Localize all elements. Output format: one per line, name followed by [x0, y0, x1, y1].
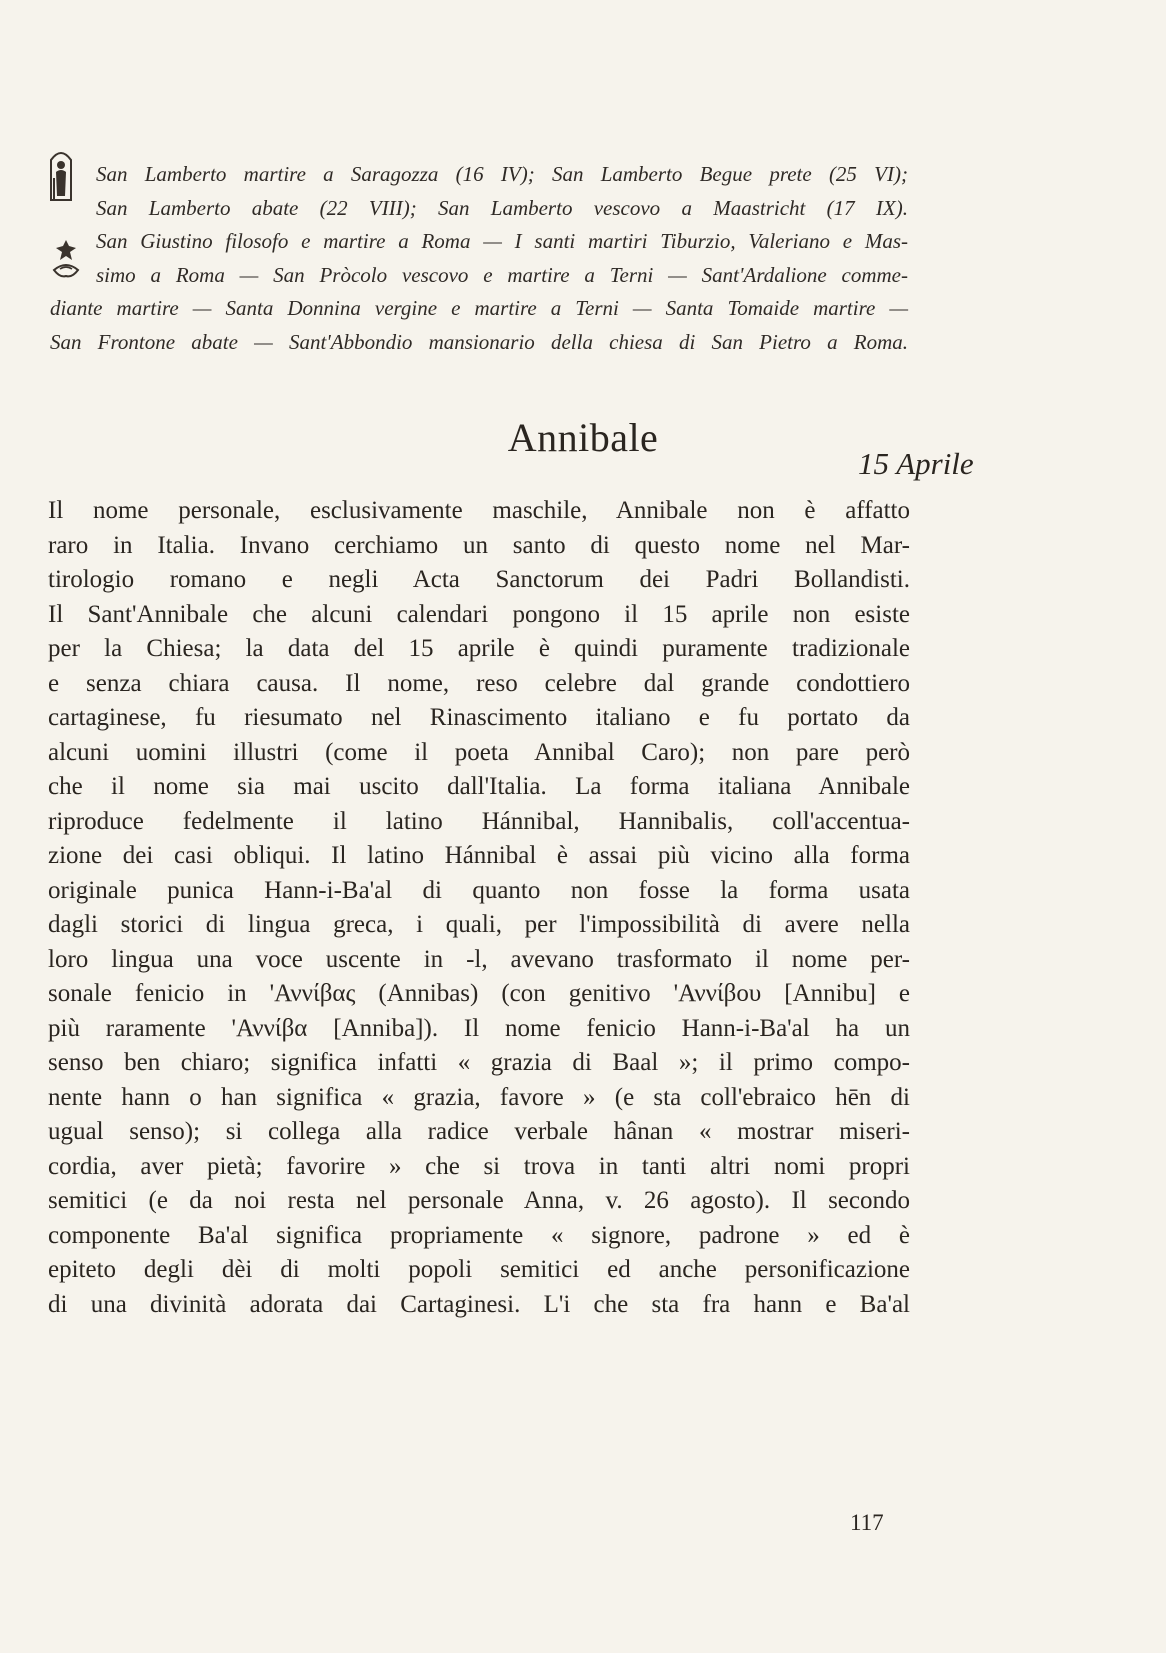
entry-date: 15 Aprile	[858, 446, 974, 481]
body-line: zione dei casi obliqui. Il latino Hánnibal è assai più vicino alla forma	[48, 842, 910, 869]
body-line: semitici (e da noi resta nel personale Anna, v. 26 agosto). Il secondo	[48, 1187, 910, 1214]
body-line: raro in Italia. Invano cerchiamo un santo di questo nome nel Mar-	[48, 531, 910, 559]
body-line: sonale fenicio in 'Αννίβας (Annibas) (con genitivo 'Αννίβου [Annibu] e	[48, 980, 910, 1007]
saints-line: San Frontone abate — Sant'Abbondio mansionario della chiesa di San Pietro a Roma.	[50, 329, 908, 354]
body-line: e senza chiara causa. Il nome, reso celebre dal grande condottiero	[48, 669, 910, 697]
saints-line: San Lamberto abate (22 VIII); San Lamberto vescovo a Maastricht (17 IX).	[96, 195, 908, 220]
body-line: di una divinità adorata dai Cartaginesi. L'i che sta fra hann e Ba'al	[48, 1290, 910, 1318]
body-line: cartaginese, fu riesumato nel Rinascimento italiano e fu portato da	[48, 704, 910, 731]
body-line: originale punica Hann-i-Ba'al di quanto non fosse la forma usata	[48, 876, 910, 904]
saints-list	[50, 158, 908, 359]
body-line: alcuni uomini illustri (come il poeta Annibal Caro); non pare però	[48, 738, 910, 766]
body-line: senso ben chiaro; significa infatti « grazia di Baal »; il primo compo-	[48, 1049, 910, 1076]
body-line: componente Ba'al significa propriamente « signore, padrone » ed è	[48, 1221, 910, 1249]
body-line: nente hann o han significa « grazia, favore » (e sta coll'ebraico hēn di	[48, 1083, 910, 1111]
body-line: cordia, aver pietà; favorire » che si trova in tanti altri nomi propri	[48, 1152, 910, 1180]
page-number: 117	[850, 1510, 884, 1535]
saints-line: San Giustino filosofo e martire a Roma — I santi martiri Tiburzio, Valeriano e Mas-	[96, 229, 908, 253]
body-line: più raramente 'Αννίβα [Anniba]). Il nome fenicio Hann-i-Ba'al ha un	[48, 1014, 910, 1042]
body-line: riproduce fedelmente il latino Hánnibal, Hannibalis, coll'accentua-	[48, 807, 910, 835]
body-line: Il nome personale, esclusivamente maschile, Annibale non è affatto	[48, 497, 910, 524]
body-line: per la Chiesa; la data del 15 aprile è quindi puramente tradizionale	[48, 635, 910, 662]
body-line: dagli storici di lingua greca, i quali, per l'impossibilità di avere nella	[48, 911, 910, 938]
body-line: che il nome sia mai uscito dall'Italia. La forma italiana Annibale	[48, 773, 910, 800]
entry-body	[48, 494, 910, 1322]
body-line: Il Sant'Annibale che alcuni calendari pongono il 15 aprile non esiste	[48, 600, 910, 628]
body-line: epiteto degli dèi di molti popoli semitici ed anche personificazione	[48, 1256, 910, 1283]
saints-line: San Lamberto martire a Saragozza (16 IV); San Lamberto Begue prete (25 VI);	[96, 162, 908, 186]
body-line: tirologio romano e negli Acta Sanctorum dei Padri Bollandisti.	[48, 566, 910, 593]
saints-line: simo a Roma — San Pròcolo vescovo e martire a Terni — Sant'Ardalione comme-	[96, 262, 908, 287]
saints-line: diante martire — Santa Donnina vergine e martire a Terni — Santa Tomaide martire —	[50, 296, 908, 320]
body-line: loro lingua una voce uscente in -l, avevano trasformato il nome per-	[48, 945, 910, 973]
body-line: ugual senso); si collega alla radice verbale hânan « mostrar miseri-	[48, 1118, 910, 1145]
entry-title: Annibale	[507, 415, 659, 460]
